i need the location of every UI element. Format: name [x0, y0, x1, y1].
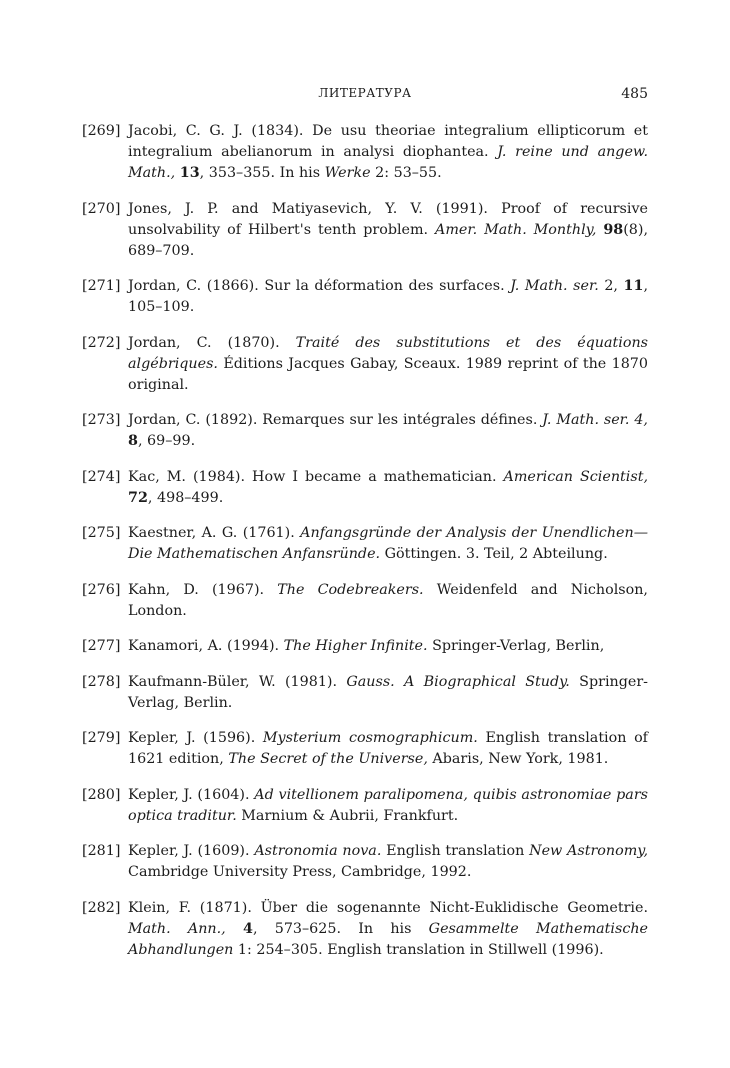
reference-segment: Éditions Jacques Gabay, Sceaux. 1989 reprint of the 1870 original. [128, 355, 648, 393]
reference-number: [277] [82, 638, 121, 654]
reference-entry [82, 121, 648, 184]
reference-number: [271] [82, 278, 121, 294]
reference-segment: American Scientist, [503, 468, 648, 485]
reference-text [128, 276, 648, 318]
reference-segment: (8), 689–709. [128, 221, 649, 259]
reference-entry [82, 728, 648, 770]
reference-entry [82, 672, 648, 714]
reference-segment: Traité des substitutions et des équations algébriques. [128, 334, 649, 372]
reference-entry [82, 333, 648, 396]
reference-segment: Kac, M. (1984). How I became a mathematician. [128, 468, 504, 485]
reference-number: [270] [82, 200, 121, 217]
reference-entry [82, 410, 648, 452]
reference-entry [82, 580, 648, 622]
reference-text [128, 580, 648, 622]
reference-entry [82, 523, 648, 565]
reference-text [128, 121, 648, 184]
reference-segment: The Codebreakers. [277, 581, 424, 598]
reference-segment: Kaufmann-Büler, W. (1981). [128, 673, 347, 690]
reference-segment: J. Math. ser. [510, 278, 599, 294]
reference-segment: Ad vitellionem paralipomena, quibis astronomiae pars optica traditur. [128, 786, 649, 824]
page-header [82, 86, 648, 106]
reference-segment: , 69–99. [137, 433, 196, 449]
reference-segment: J. reine und angew. Math., [128, 144, 648, 181]
reference-segment: , 353–355. In his [199, 165, 325, 181]
reference-segment: New Astronomy, [529, 843, 649, 859]
reference-number: [282] [82, 899, 121, 916]
reference-text [128, 199, 648, 262]
reference-segment: Springer-Verlag, Berlin. [128, 673, 649, 711]
reference-segment: English translation of 1621 edition, [128, 730, 648, 767]
reference-segment: , 573–625. In his [252, 920, 429, 937]
reference-segment: , 105–109. [128, 278, 648, 315]
reference-segment: 2, [598, 278, 624, 294]
reference-segment: Jordan, C. (1866). Sur la déformation des surfaces. [128, 278, 511, 294]
reference-segment: Klein, F. (1871). Über die sogenannte Nicht-Euklidische Geometrie. [128, 899, 648, 916]
reference-number: [280] [82, 786, 121, 803]
reference-number: [275] [82, 525, 121, 541]
reference-segment: 1: 254–305. English translation in Stillwell (1996). [233, 941, 604, 958]
reference-segment: J. Math. ser. 4, [542, 412, 648, 428]
reference-number: [274] [82, 468, 121, 485]
reference-segment: Jacobi, C. G. J. (1834). De usu theoriae integralium ellipticorum et integralium abelianorum in analysi diophantea. [128, 123, 648, 160]
reference-segment: Jones, J. P. and Matiyasevich, Y. V. (1991). Proof of recursive unsolvability of Hilbert's tenth problem. [128, 200, 648, 238]
reference-entry [82, 199, 648, 262]
reference-text [128, 672, 648, 714]
reference-segment: , 498–499. [147, 489, 224, 506]
reference-segment: 11 [623, 278, 644, 294]
reference-number: [278] [82, 673, 121, 690]
reference-segment: Kepler, J. (1604). [128, 786, 255, 803]
reference-number: [272] [82, 334, 121, 351]
reference-segment: 98 [603, 221, 624, 238]
reference-segment: Kepler, J. (1596). [128, 730, 263, 746]
reference-entry [82, 467, 648, 509]
reference-entry [82, 841, 648, 883]
reference-segment: Gesammelte Mathematische Abhandlungen [128, 920, 648, 958]
reference-segment: Kanamori, A. (1994). [128, 638, 284, 654]
reference-segment: 72 [128, 489, 148, 506]
reference-entry [82, 785, 648, 827]
running-head-title: ЛИТЕРАТУРА [318, 86, 412, 100]
reference-segment: Werke [324, 165, 371, 181]
reference-segment: The Secret of the Universe, [228, 751, 428, 767]
reference-segment: 2: 53–55. [370, 165, 442, 181]
reference-segment: Jordan, C. (1870). [128, 334, 296, 351]
reference-number: [281] [82, 843, 121, 859]
reference-text [128, 636, 648, 657]
reference-text [128, 785, 648, 827]
reference-segment: Anfangsgründe der Analysis der Unendlichen—Die Mathematischen Anfansründe. [128, 525, 648, 562]
reference-entry [82, 276, 648, 318]
reference-segment: Cambridge University Press, Cambridge, 1992. [128, 864, 472, 880]
reference-segment: Kepler, J. (1609). [128, 843, 255, 859]
reference-segment: Göttingen. 3. Teil, 2 Abteilung. [380, 546, 608, 562]
reference-segment [226, 921, 243, 937]
reference-segment: Amer. Math. Monthly, [435, 221, 597, 238]
reference-text [128, 333, 648, 396]
reference-text [128, 728, 648, 770]
reference-number: [276] [82, 581, 121, 598]
reference-text [128, 467, 648, 509]
reference-segment: Jordan, C. (1892). Remarques sur les intégrales défines. [128, 412, 543, 428]
reference-segment: 13 [179, 165, 200, 181]
reference-number: [279] [82, 730, 121, 746]
reference-entry [82, 636, 648, 657]
reference-segment: Kaestner, A. G. (1761). [128, 525, 301, 541]
reference-segment: The Higher Infinite. [283, 638, 428, 654]
reference-text [128, 841, 648, 883]
reference-text [128, 898, 648, 961]
reference-number: [269] [82, 123, 121, 139]
page-number: 485 [621, 86, 648, 102]
reference-segment: 4 [242, 920, 253, 937]
reference-segment: Kahn, D. (1967). [128, 581, 278, 598]
reference-segment: Mysterium cosmographicum. [262, 730, 478, 746]
reference-text [128, 523, 648, 565]
reference-segment: Weidenfeld and Nicholson, London. [128, 581, 648, 619]
reference-segment: Marnium & Aubrii, Frankfurt. [236, 807, 459, 824]
reference-segment: Gauss. A Biographical Study. [346, 673, 570, 690]
reference-text [128, 410, 648, 452]
reference-segment: English translation [381, 843, 530, 859]
reference-entry [82, 898, 648, 961]
reference-number: [273] [82, 412, 121, 428]
reference-list [82, 121, 648, 975]
reference-segment: Math. Ann., [128, 920, 226, 937]
reference-segment: Abaris, New York, 1981. [427, 751, 609, 767]
reference-segment: Springer-Verlag, Berlin, [427, 638, 605, 654]
reference-segment: Astronomia nova. [254, 843, 382, 859]
reference-segment: 8 [128, 433, 138, 449]
